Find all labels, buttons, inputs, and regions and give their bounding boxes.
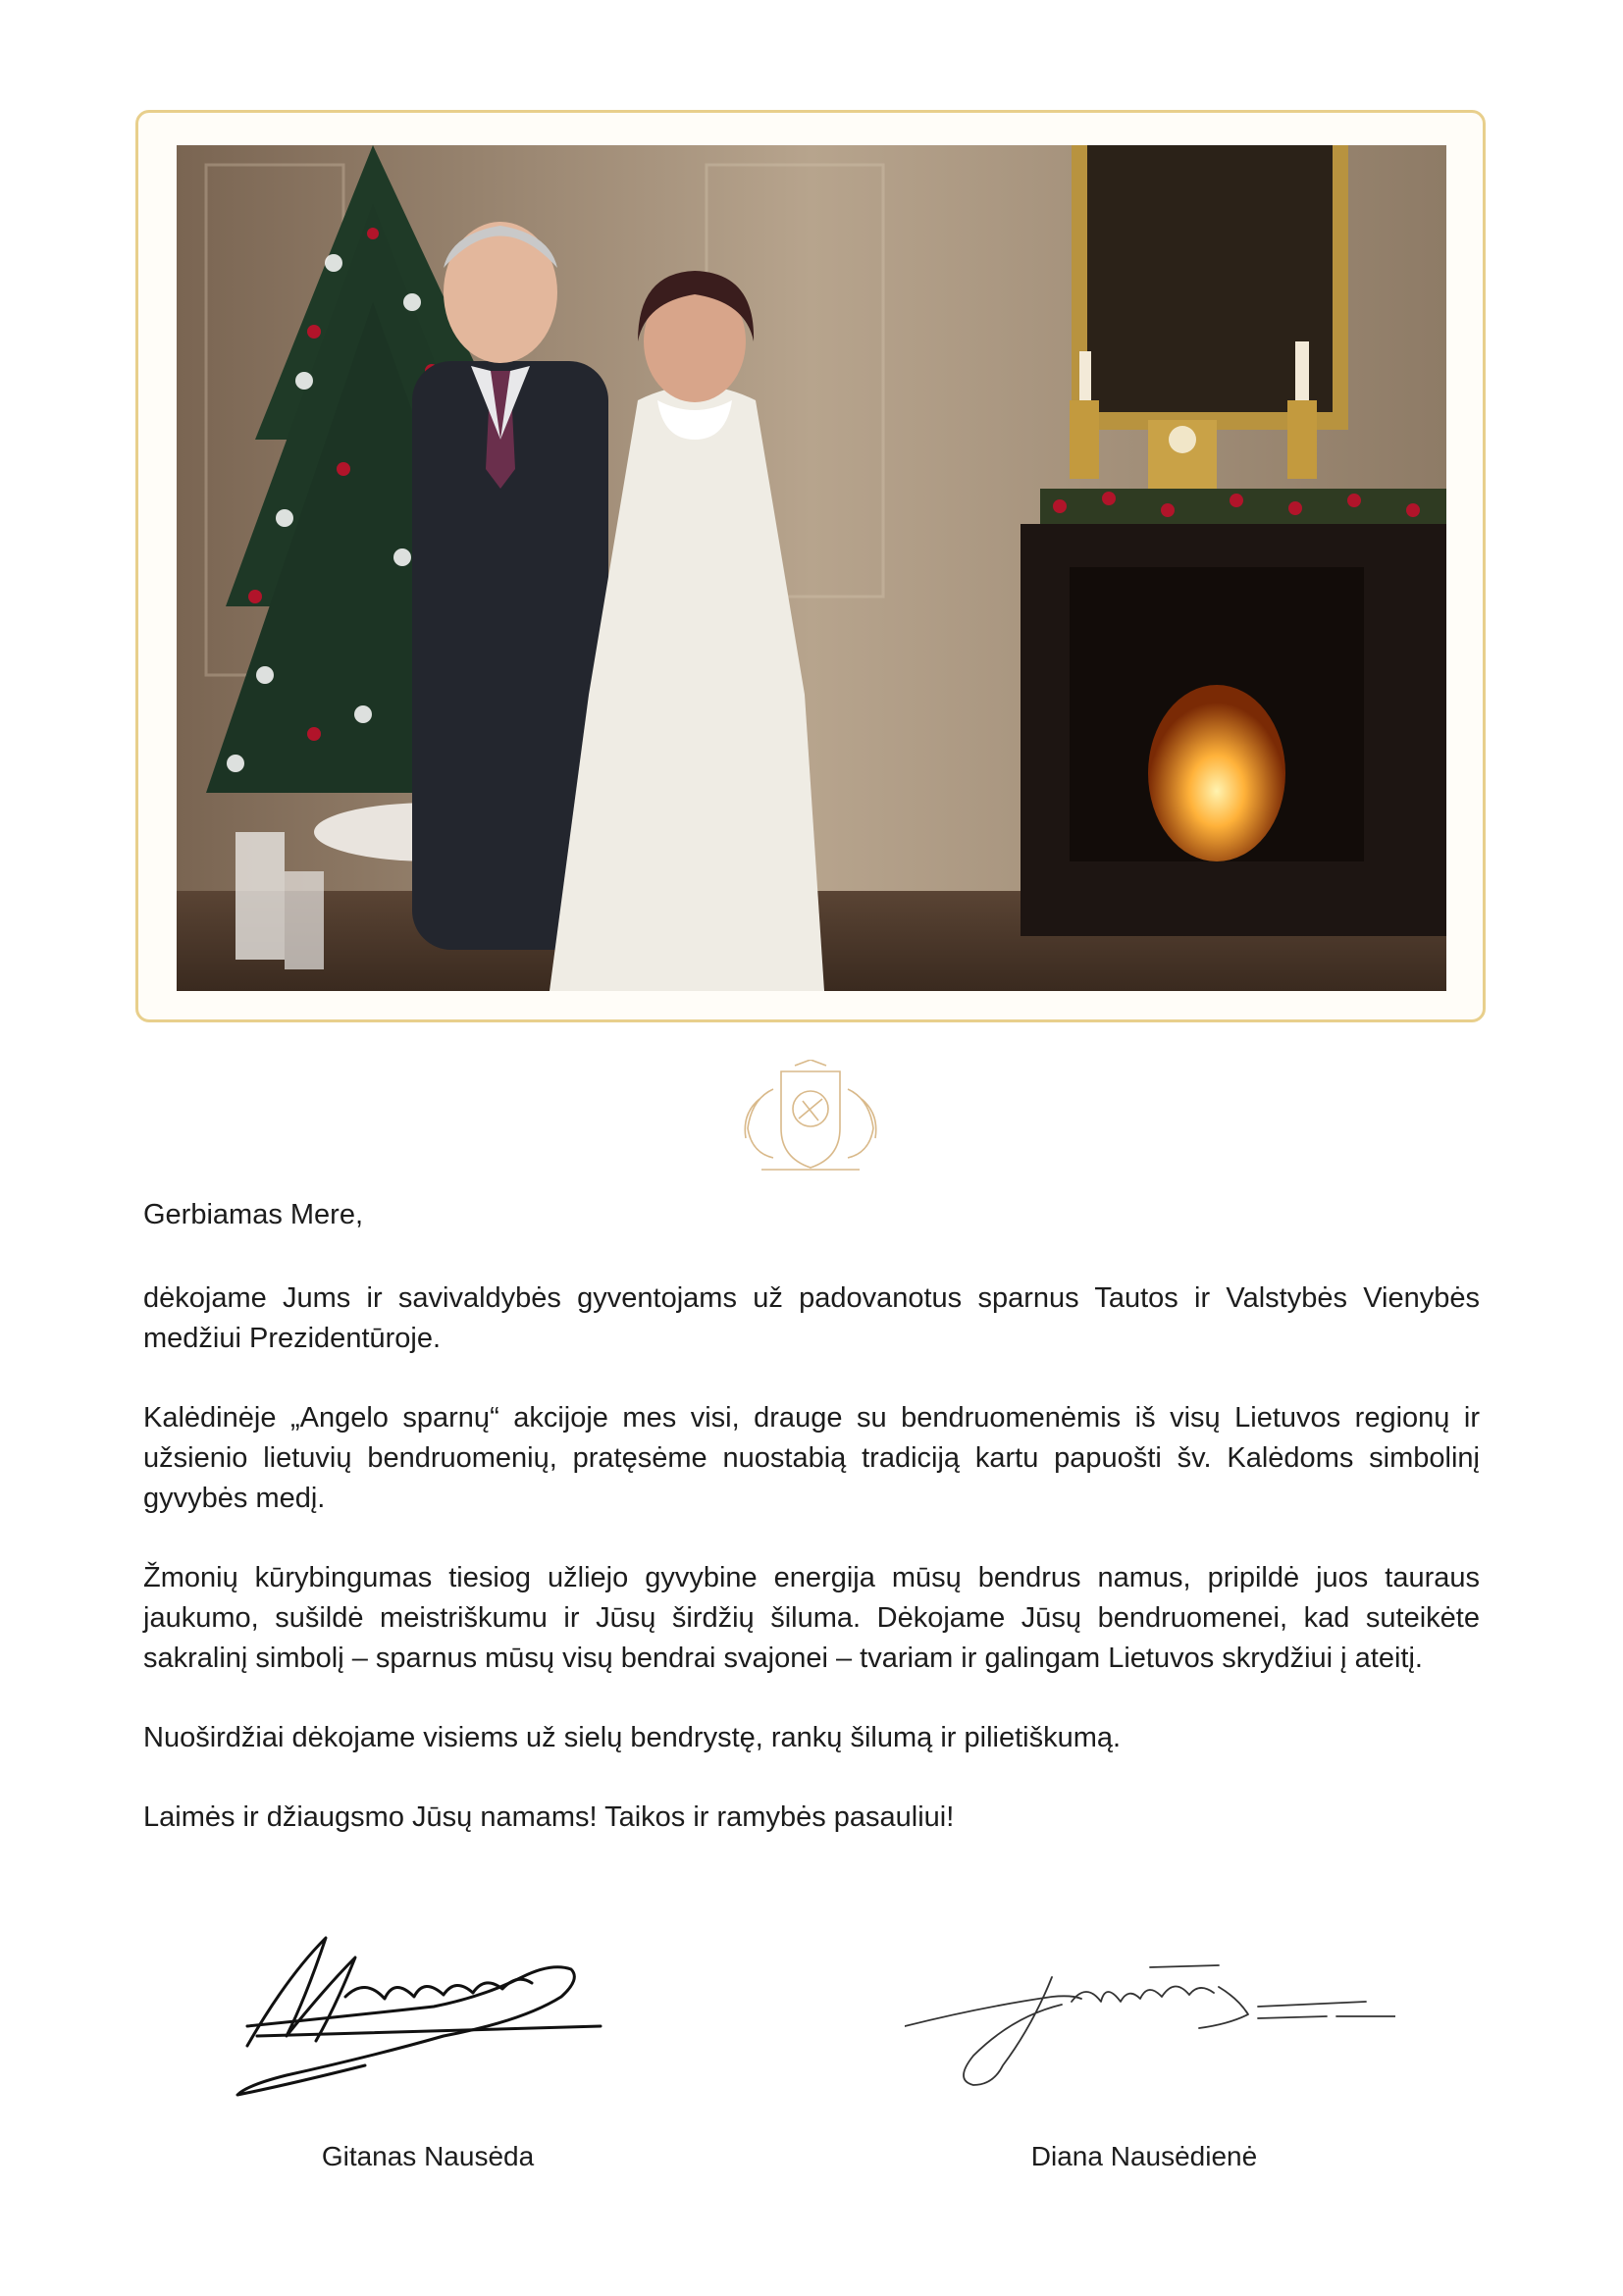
letter-paragraph-4: Nuoširdžiai dėkojame visiems už sielų bendrystę, rankų šilumą ir pilietiškumą. bbox=[143, 1722, 1122, 1753]
letter-body bbox=[143, 1195, 1480, 1877]
letter-paragraph-5: Laimės ir džiaugsmo Jūsų namams! Taikos ir ramybės pasauliui! bbox=[143, 1801, 955, 1833]
letter-paragraph-3: Žmonių kūrybingumas tiesiog užliejo gyvybine energija mūsų bendrus namus, pripildė juos tauraus jaukumo, sušildė meistriškumu ir Jūsų širdžių šiluma. Dėkojame Jūsų bendruomenei, kad suteikėte sakralinį simbolį – sparnus mūsų visų bendrai svajonei – tvariam ir galingam Lietuvos skrydžiui į ateitį. bbox=[143, 1562, 1480, 1674]
letter-paragraph-2: Kalėdinėje „Angelo sparnų“ akcijoje mes visi, drauge su bendruomenėmis iš visų Lietuvos regionų ir užsienio lietuvių bendruomenių, pratęsėme nuostabią tradiciją kartu papuošti šv. Kalėdoms simbolinį gyvybės medį. bbox=[143, 1402, 1480, 1514]
left-handwritten-signature bbox=[228, 1918, 620, 2105]
christmas-portrait-photo bbox=[177, 145, 1446, 991]
right-signatory-name: Diana Nausėdienė bbox=[1030, 2141, 1258, 2171]
coat-of-arms-emblem bbox=[712, 1060, 909, 1177]
right-handwritten-signature bbox=[905, 1948, 1395, 2095]
letter-paragraph-1: dėkojame Jums ir savivaldybės gyventojams už padovanotus sparnus Tautos ir Valstybės Vienybės medžiui Prezidentūroje. bbox=[143, 1282, 1480, 1354]
left-signatory-name: Gitanas Nausėda bbox=[321, 2141, 535, 2171]
letter-greeting: Gerbiamas Mere, bbox=[143, 1199, 364, 1230]
